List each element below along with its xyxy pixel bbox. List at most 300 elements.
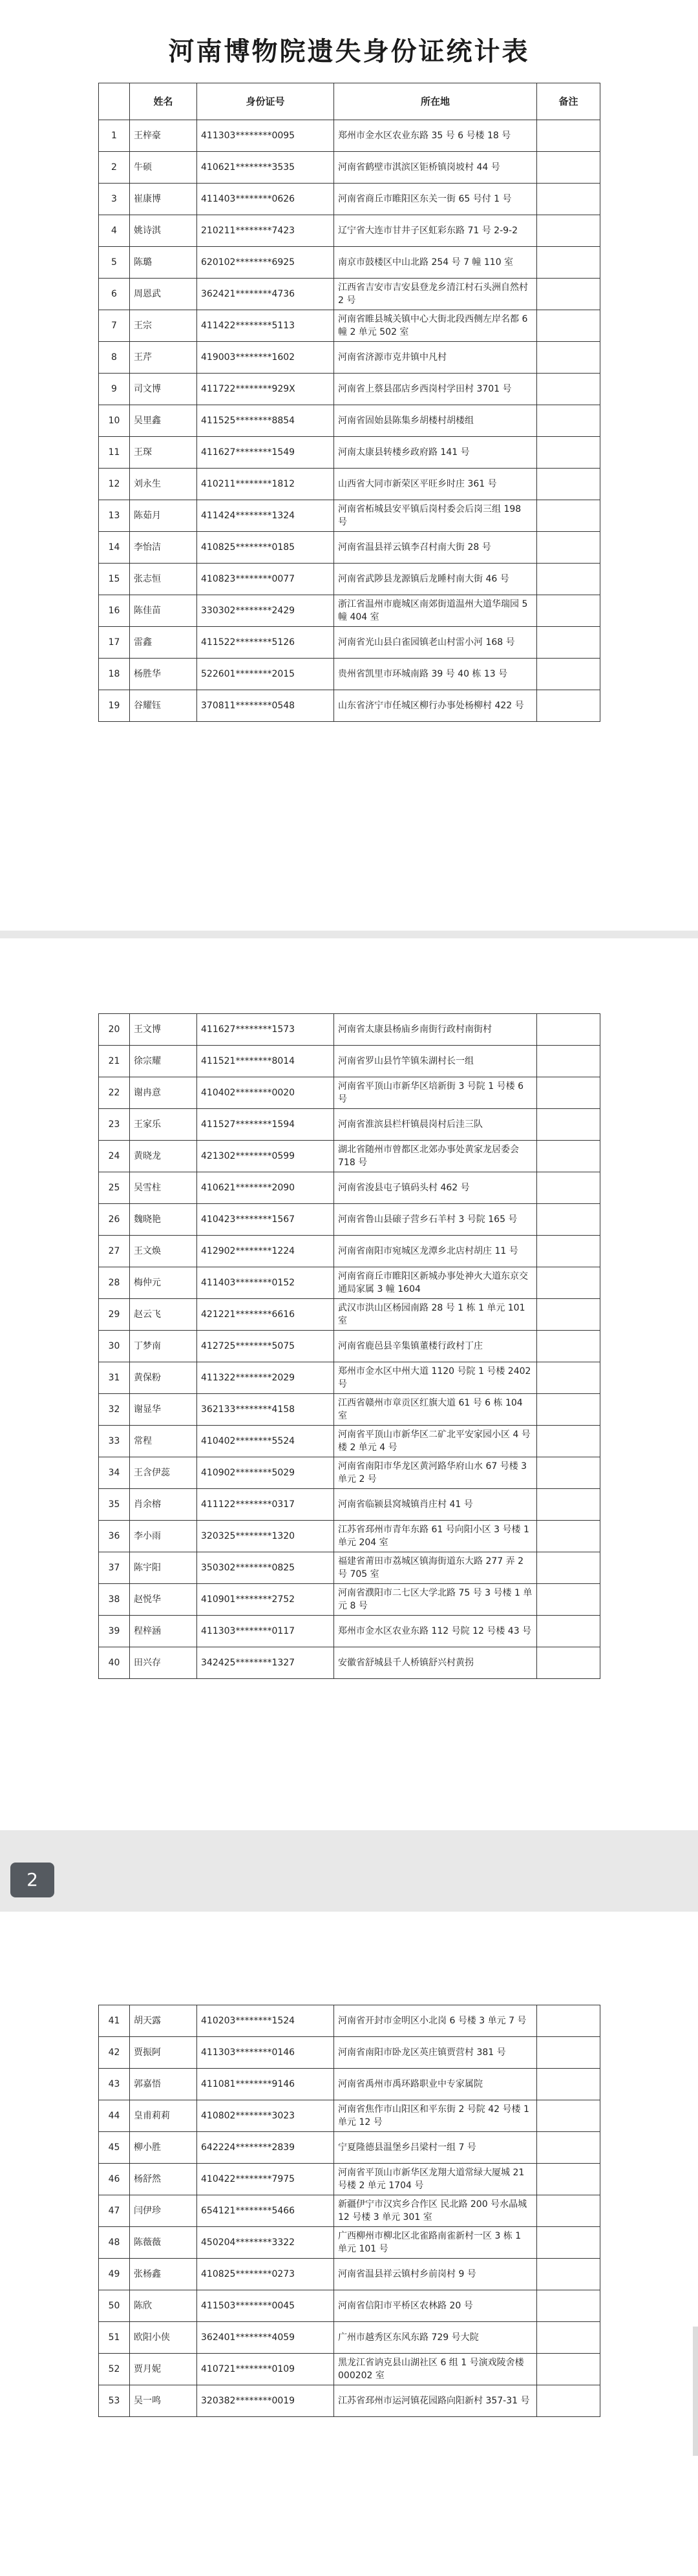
address: 江苏省邳州市青年东路 61 号向阳小区 3 号楼 1 单元 204 室	[334, 1521, 537, 1552]
id-number: 642224********2839	[197, 2132, 334, 2164]
id-number: 410423********1567	[197, 1204, 334, 1236]
remarks	[537, 1394, 600, 1426]
table-row	[99, 627, 600, 659]
address: 宁夏隆德县温堡乡吕梁村一组 7 号	[334, 2132, 537, 2164]
document-page-3	[0, 1912, 698, 2576]
table-row	[99, 1267, 600, 1299]
person-name: 皇甫莉莉	[130, 2100, 197, 2132]
table-row	[99, 2259, 600, 2290]
row-number: 17	[99, 627, 130, 659]
person-name: 王芹	[130, 342, 197, 374]
remarks	[537, 342, 600, 374]
address: 河南省平顶山市新华区二矿北平安家园小区 4 号楼 2 单元 4 号	[334, 1426, 537, 1457]
table-row	[99, 1426, 600, 1457]
person-name: 丁梦南	[130, 1331, 197, 1362]
address: 山西省大同市新荣区平旺乡时庄 361 号	[334, 469, 537, 500]
row-number: 23	[99, 1109, 130, 1141]
row-number: 32	[99, 1394, 130, 1426]
person-name: 贾月妮	[130, 2354, 197, 2385]
row-number: 29	[99, 1299, 130, 1331]
id-number: 412902********1224	[197, 1236, 334, 1267]
person-name: 刘永生	[130, 469, 197, 500]
address: 河南省淮滨县栏杆镇晨岗村后洼三队	[334, 1109, 537, 1141]
id-number: 330302********2429	[197, 595, 334, 627]
id-number: 410621********2090	[197, 1172, 334, 1204]
remarks	[537, 374, 600, 405]
table-row	[99, 1457, 600, 1489]
table-row	[99, 152, 600, 184]
row-number: 22	[99, 1077, 130, 1109]
address: 郑州市金水区中州大道 1120 号院 1 号楼 2402 号	[334, 1362, 537, 1394]
remarks	[537, 500, 600, 532]
person-name: 陈薇薇	[130, 2227, 197, 2259]
person-name: 肖余榕	[130, 1489, 197, 1521]
header-address: 所在地	[334, 83, 537, 120]
person-name: 魏晓艳	[130, 1204, 197, 1236]
address: 河南省罗山县竹竿镇朱湖村长一组	[334, 1046, 537, 1077]
row-number: 35	[99, 1489, 130, 1521]
person-name: 姚诗淇	[130, 215, 197, 247]
person-name: 王琛	[130, 437, 197, 469]
address: 河南太康县转楼乡政府路 141 号	[334, 437, 537, 469]
person-name: 陈欣	[130, 2290, 197, 2322]
id-number: 411322********2029	[197, 1362, 334, 1394]
address: 河南省焦作市山阳区和平东街 2 号院 42 号楼 1 单元 12 号	[334, 2100, 537, 2132]
person-name: 雷鑫	[130, 627, 197, 659]
table-row	[99, 659, 600, 690]
id-number: 411722********929X	[197, 374, 334, 405]
remarks	[537, 310, 600, 342]
person-name: 陈宇阳	[130, 1552, 197, 1584]
header-name: 姓名	[130, 83, 197, 120]
row-number: 45	[99, 2132, 130, 2164]
person-name: 徐宗耀	[130, 1046, 197, 1077]
header-id-number: 身份证号	[197, 83, 334, 120]
table-row	[99, 1109, 600, 1141]
id-number: 410402********5524	[197, 1426, 334, 1457]
id-number: 410721********0109	[197, 2354, 334, 2385]
page-number-badge: 2	[10, 1863, 54, 1897]
address: 河南省开封市金明区小北岗 6 号楼 3 单元 7 号	[334, 2005, 537, 2037]
remarks	[537, 1236, 600, 1267]
row-number: 38	[99, 1584, 130, 1616]
person-name: 谢显华	[130, 1394, 197, 1426]
id-number: 411525********8854	[197, 405, 334, 437]
document-page-2	[0, 938, 698, 1830]
id-number: 421221********6616	[197, 1299, 334, 1331]
table-row	[99, 1046, 600, 1077]
remarks	[537, 2132, 600, 2164]
person-name: 吴一鸣	[130, 2385, 197, 2417]
id-number: 210211********7423	[197, 215, 334, 247]
id-number: 411403********0626	[197, 184, 334, 215]
id-number: 411424********1324	[197, 500, 334, 532]
row-number: 30	[99, 1331, 130, 1362]
remarks	[537, 2005, 600, 2037]
address: 河南省睢县城关镇中心大街北段西侧左岸名都 6 幢 2 单元 502 室	[334, 310, 537, 342]
row-number: 53	[99, 2385, 130, 2417]
row-number: 52	[99, 2354, 130, 2385]
id-number: 410823********0077	[197, 564, 334, 595]
address: 河南省武陟县龙源镇后龙睡村南大街 46 号	[334, 564, 537, 595]
table-row	[99, 1616, 600, 1647]
address: 河南省南阳市宛城区龙潭乡北店村胡庄 11 号	[334, 1236, 537, 1267]
table-row	[99, 1489, 600, 1521]
remarks	[537, 1331, 600, 1362]
row-number: 20	[99, 1014, 130, 1046]
table-row	[99, 2164, 600, 2195]
row-number: 42	[99, 2037, 130, 2069]
row-number: 16	[99, 595, 130, 627]
person-name: 陈茹月	[130, 500, 197, 532]
id-number: 320325********1320	[197, 1521, 334, 1552]
address: 河南省光山县白雀园镇老山村雷小河 168 号	[334, 627, 537, 659]
row-number: 33	[99, 1426, 130, 1457]
document-title: 河南博物院遗失身份证统计表	[168, 37, 530, 67]
address: 山东省济宁市任城区柳行办事处杨柳村 422 号	[334, 690, 537, 722]
remarks	[537, 532, 600, 564]
address: 河南省温县祥云镇村乡前岗村 9 号	[334, 2259, 537, 2290]
address: 郑州市金水区农业东路 112 号院 12 号楼 43 号	[334, 1616, 537, 1647]
row-number: 12	[99, 469, 130, 500]
table-row	[99, 2037, 600, 2069]
address: 新疆伊宁市汉宾乡合作区 民北路 200 号水晶城 12 号楼 3 单元 301 室	[334, 2195, 537, 2227]
id-number: 450204********3322	[197, 2227, 334, 2259]
row-number: 13	[99, 500, 130, 532]
row-number: 41	[99, 2005, 130, 2037]
id-number: 410211********1812	[197, 469, 334, 500]
person-name: 程梓涵	[130, 1616, 197, 1647]
person-name: 牛硕	[130, 152, 197, 184]
person-name: 张杨鑫	[130, 2259, 197, 2290]
id-number: 411081********9146	[197, 2069, 334, 2100]
id-number: 410402********0020	[197, 1077, 334, 1109]
row-number: 21	[99, 1046, 130, 1077]
person-name: 柳小胜	[130, 2132, 197, 2164]
row-number: 28	[99, 1267, 130, 1299]
remarks	[537, 152, 600, 184]
remarks	[537, 1204, 600, 1236]
address: 河南省商丘市睢阳区新城办事处神火大道东京交通局家属 3 幢 1604	[334, 1267, 537, 1299]
person-name: 王梓豪	[130, 120, 197, 152]
row-number: 1	[99, 120, 130, 152]
person-name: 赵云飞	[130, 1299, 197, 1331]
remarks	[537, 2069, 600, 2100]
remarks	[537, 1457, 600, 1489]
address: 河南省浚县屯子镇码头村 462 号	[334, 1172, 537, 1204]
table-row	[99, 2227, 600, 2259]
id-number: 410621********3535	[197, 152, 334, 184]
remarks	[537, 2227, 600, 2259]
table-row	[99, 2354, 600, 2385]
row-number: 3	[99, 184, 130, 215]
person-name: 吴里鑫	[130, 405, 197, 437]
remarks	[537, 1362, 600, 1394]
id-number: 522601********2015	[197, 659, 334, 690]
remarks	[537, 247, 600, 279]
remarks	[537, 690, 600, 722]
address: 河南省上蔡县邵店乡西岗村学田村 3701 号	[334, 374, 537, 405]
table-row	[99, 2005, 600, 2037]
id-number: 411403********0152	[197, 1267, 334, 1299]
row-number: 18	[99, 659, 130, 690]
table-row	[99, 1014, 600, 1046]
address: 湖北省随州市曾都区北郊办事处黄家龙居委会 718 号	[334, 1141, 537, 1172]
address: 黑龙江省讷克县山湖社区 6 组 1 号演戏陵舍楼 000202 室	[334, 2354, 537, 2385]
address: 辽宁省大连市甘井子区虹彩东路 71 号 2-9-2	[334, 215, 537, 247]
row-number: 50	[99, 2290, 130, 2322]
remarks	[537, 1552, 600, 1584]
row-number: 31	[99, 1362, 130, 1394]
person-name: 杨胜华	[130, 659, 197, 690]
id-number: 410825********0273	[197, 2259, 334, 2290]
person-name: 梅仲元	[130, 1267, 197, 1299]
remarks	[537, 1141, 600, 1172]
lost-id-table-page-2	[98, 1013, 600, 1679]
remarks	[537, 2385, 600, 2417]
address: 河南省禹州市禹环路职业中专家属院	[334, 2069, 537, 2100]
person-name: 李小雨	[130, 1521, 197, 1552]
row-number: 44	[99, 2100, 130, 2132]
id-number: 411303********0146	[197, 2037, 334, 2069]
id-number: 362133********4158	[197, 1394, 334, 1426]
remarks	[537, 1426, 600, 1457]
table-row	[99, 2322, 600, 2354]
address: 郑州市金水区农业东路 35 号 6 号楼 18 号	[334, 120, 537, 152]
person-name: 胡天露	[130, 2005, 197, 2037]
remarks	[537, 1046, 600, 1077]
id-number: 411522********5126	[197, 627, 334, 659]
remarks	[537, 1172, 600, 1204]
table-row	[99, 500, 600, 532]
person-name: 常程	[130, 1426, 197, 1457]
id-number: 410203********1524	[197, 2005, 334, 2037]
table-row	[99, 595, 600, 627]
remarks	[537, 2290, 600, 2322]
remarks	[537, 2195, 600, 2227]
id-number: 411627********1549	[197, 437, 334, 469]
person-name: 王宗	[130, 310, 197, 342]
remarks	[537, 1299, 600, 1331]
person-name: 李怡洁	[130, 532, 197, 564]
address: 安徽省舒城县千人桥镇舒兴村黄拐	[334, 1647, 537, 1679]
id-number: 411503********0045	[197, 2290, 334, 2322]
row-number: 9	[99, 374, 130, 405]
id-number: 370811********0548	[197, 690, 334, 722]
row-number: 51	[99, 2322, 130, 2354]
person-name: 黄保粉	[130, 1362, 197, 1394]
table-row	[99, 215, 600, 247]
remarks	[537, 2037, 600, 2069]
row-number: 46	[99, 2164, 130, 2195]
table-row	[99, 1521, 600, 1552]
table-row	[99, 564, 600, 595]
address: 武汉市洪山区杨园南路 28 号 1 栋 1 单元 101 室	[334, 1299, 537, 1331]
table-row	[99, 1552, 600, 1584]
row-number: 25	[99, 1172, 130, 1204]
person-name: 赵悦华	[130, 1584, 197, 1616]
row-number: 26	[99, 1204, 130, 1236]
address: 贵州省凯里市环城南路 39 号 40 栋 13 号	[334, 659, 537, 690]
remarks	[537, 2259, 600, 2290]
address: 河南省太康县杨庙乡南街行政村南街村	[334, 1014, 537, 1046]
person-name: 王含伊蕊	[130, 1457, 197, 1489]
remarks	[537, 2164, 600, 2195]
table-row	[99, 1584, 600, 1616]
address: 河南省南阳市卧龙区英庄镇贾营村 381 号	[334, 2037, 537, 2069]
person-name: 闫伊珍	[130, 2195, 197, 2227]
id-number: 362421********4736	[197, 279, 334, 310]
row-number: 4	[99, 215, 130, 247]
address: 河南省临颍县窝城镇肖庄村 41 号	[334, 1489, 537, 1521]
row-number: 47	[99, 2195, 130, 2227]
row-number: 24	[99, 1141, 130, 1172]
address: 河南省南阳市华龙区黄河路华府山水 67 号楼 3 单元 2 号	[334, 1457, 537, 1489]
person-name: 王文博	[130, 1014, 197, 1046]
remarks	[537, 1584, 600, 1616]
person-name: 田兴存	[130, 1647, 197, 1679]
remarks	[537, 469, 600, 500]
table-row	[99, 2385, 600, 2417]
id-number: 410802********3023	[197, 2100, 334, 2132]
remarks	[537, 437, 600, 469]
id-number: 411627********1573	[197, 1014, 334, 1046]
id-number: 419003********1602	[197, 342, 334, 374]
id-number: 654121********5466	[197, 2195, 334, 2227]
table-row	[99, 1299, 600, 1331]
remarks	[537, 1616, 600, 1647]
row-number: 48	[99, 2227, 130, 2259]
row-number: 19	[99, 690, 130, 722]
address: 河南省平顶山市新华区龙翔大道常绿大厦城 21 号楼 2 单元 1704 号	[334, 2164, 537, 2195]
row-number: 7	[99, 310, 130, 342]
row-number: 43	[99, 2069, 130, 2100]
table-row	[99, 1331, 600, 1362]
row-number: 15	[99, 564, 130, 595]
id-number: 342425********1327	[197, 1647, 334, 1679]
id-number: 620102********6925	[197, 247, 334, 279]
row-number: 5	[99, 247, 130, 279]
row-number: 2	[99, 152, 130, 184]
address: 河南省鹿邑县辛集镇董楼行政村丁庄	[334, 1331, 537, 1362]
table-row	[99, 2195, 600, 2227]
remarks	[537, 1109, 600, 1141]
address: 河南省信阳市平桥区农林路 20 号	[334, 2290, 537, 2322]
address: 江西省吉安市吉安县登龙乡清江村石头洲自然村 2 号	[334, 279, 537, 310]
remarks	[537, 279, 600, 310]
table-row	[99, 2290, 600, 2322]
document-page-1	[0, 0, 698, 931]
person-name: 司文博	[130, 374, 197, 405]
remarks	[537, 215, 600, 247]
person-name: 谢冉意	[130, 1077, 197, 1109]
remarks	[537, 2322, 600, 2354]
remarks	[537, 1489, 600, 1521]
row-number: 8	[99, 342, 130, 374]
address: 河南省商丘市睢阳区东关一街 65 号付 1 号	[334, 184, 537, 215]
row-number: 49	[99, 2259, 130, 2290]
address: 福建省莆田市荔城区镇海街道东大路 277 弄 2 号 705 室	[334, 1552, 537, 1584]
id-number: 410422********7975	[197, 2164, 334, 2195]
row-number: 39	[99, 1616, 130, 1647]
address: 广州市越秀区东风东路 729 号大院	[334, 2322, 537, 2354]
table-row	[99, 405, 600, 437]
table-row	[99, 342, 600, 374]
lost-id-table-page-1	[98, 83, 600, 722]
remarks	[537, 595, 600, 627]
address: 河南省鲁山县磙子营乡石羊村 3 号院 165 号	[334, 1204, 537, 1236]
row-number: 11	[99, 437, 130, 469]
person-name: 谷耀钰	[130, 690, 197, 722]
remarks	[537, 405, 600, 437]
row-number: 36	[99, 1521, 130, 1552]
table-row	[99, 2100, 600, 2132]
table-row	[99, 1204, 600, 1236]
table-row	[99, 2132, 600, 2164]
header-remarks: 备注	[537, 83, 600, 120]
scrollbar[interactable]	[693, 2327, 698, 2456]
id-number: 412725********5075	[197, 1331, 334, 1362]
table-row	[99, 437, 600, 469]
remarks	[537, 184, 600, 215]
address: 江西省赣州市章贡区红旗大道 61 号 6 栋 104 室	[334, 1394, 537, 1426]
table-row	[99, 1647, 600, 1679]
table-row	[99, 310, 600, 342]
id-number: 350302********0825	[197, 1552, 334, 1584]
table-row	[99, 469, 600, 500]
remarks	[537, 2354, 600, 2385]
id-number: 362401********4059	[197, 2322, 334, 2354]
remarks	[537, 627, 600, 659]
row-number: 14	[99, 532, 130, 564]
table-row	[99, 1394, 600, 1426]
table-row	[99, 247, 600, 279]
address: 河南省平顶山市新华区培新街 3 号院 1 号楼 6 号	[334, 1077, 537, 1109]
remarks	[537, 659, 600, 690]
id-number: 411303********0095	[197, 120, 334, 152]
remarks	[537, 2100, 600, 2132]
address: 广西柳州市柳北区北雀路南雀新村一区 3 栋 1 单元 101 号	[334, 2227, 537, 2259]
person-name: 吴雪柱	[130, 1172, 197, 1204]
id-number: 411422********5113	[197, 310, 334, 342]
remarks	[537, 1647, 600, 1679]
table-row	[99, 1172, 600, 1204]
table-row	[99, 279, 600, 310]
address: 河南省济源市克井镇中凡村	[334, 342, 537, 374]
address: 浙江省温州市鹿城区南郊街道温州大道华瑞园 5 幢 404 室	[334, 595, 537, 627]
row-number: 34	[99, 1457, 130, 1489]
remarks	[537, 120, 600, 152]
row-number: 27	[99, 1236, 130, 1267]
remarks	[537, 1014, 600, 1046]
table-row	[99, 1362, 600, 1394]
id-number: 411303********0117	[197, 1616, 334, 1647]
remarks	[537, 1077, 600, 1109]
header-number	[99, 83, 130, 120]
address: 河南省柘城县安平镇后岗村委会后岗三组 198 号	[334, 500, 537, 532]
person-name: 黄晓龙	[130, 1141, 197, 1172]
row-number: 37	[99, 1552, 130, 1584]
id-number: 411521********8014	[197, 1046, 334, 1077]
table-row	[99, 1077, 600, 1109]
table-row	[99, 120, 600, 152]
id-number: 411122********0317	[197, 1489, 334, 1521]
table-row	[99, 532, 600, 564]
row-number: 6	[99, 279, 130, 310]
person-name: 贾振阿	[130, 2037, 197, 2069]
lost-id-table-page-3	[98, 2005, 600, 2417]
person-name: 陈璐	[130, 247, 197, 279]
